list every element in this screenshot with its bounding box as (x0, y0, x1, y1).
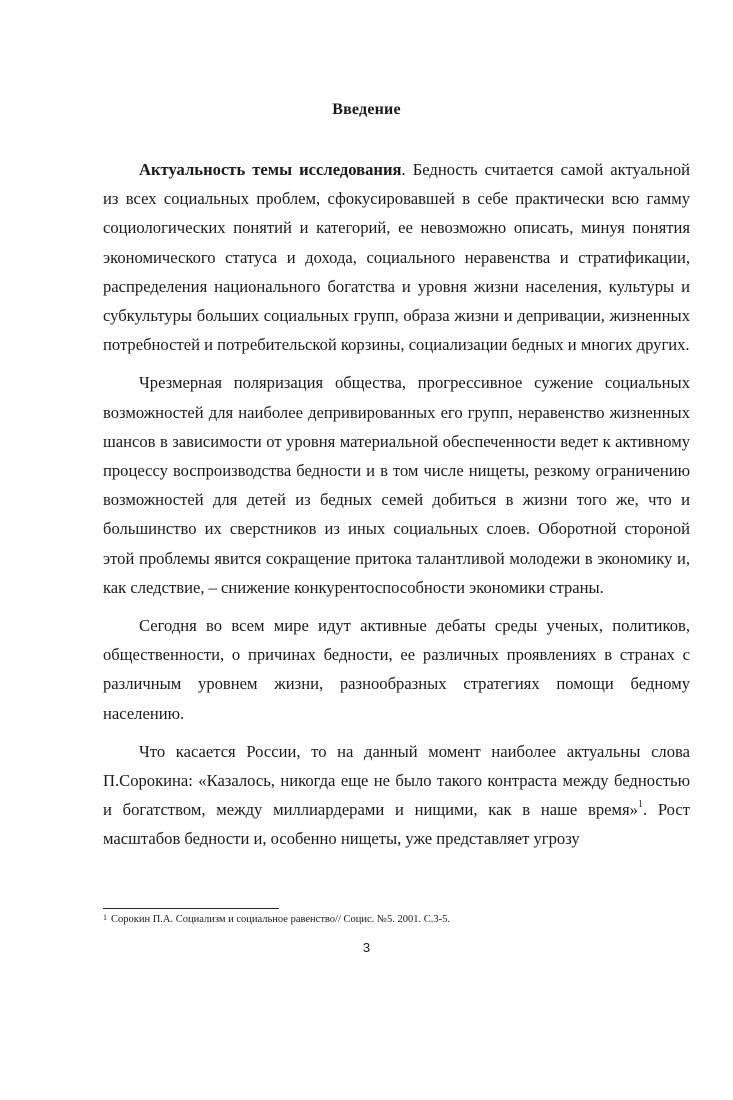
paragraph-4-text-after-ref: . Рост масштабов бедности и, особенно нищеты, уже представляет угрозу (103, 800, 690, 849)
footnote-marker: 1 (103, 913, 107, 922)
paragraph-1-text: . Бедность считается самой актуальной из всех социальных проблем, сфокусировавшей в себе практически всю гамму социологических понятий и категорий, ее невозможно описать, минуя понятия экономического статуса и дохода, социального неравенства и стратификации, распределения национального богатства и уровня жизни населения, культуры и субкультуры больших социальных групп, образа жизни и депривации, жизненных потребностей и потребительской корзины, социализации бедных и многих других. (103, 160, 690, 355)
paragraph-4 (103, 737, 690, 854)
footnote-divider (103, 908, 279, 909)
footnote-reference: 1 (637, 799, 643, 811)
footnote (103, 913, 450, 927)
body-text (103, 155, 690, 854)
paragraph-2: Чрезмерная поляризация общества, прогрессивное сужение социальных возможностей для наиболее депривированных его групп, неравенство жизненных шансов в зависимости от уровня материальной обеспеченности ведет к активному процессу воспроизводства бедности и в том числе нищеты, резкому ограничению возможностей для детей из бедных семей добиться в жизни того же, что и большинство их сверстников из иных социальных слоев. Оборотной стороной этой проблемы явится сокращение притока талантливой молодежи в экономику и, как следствие, – снижение конкурентоспособности экономики страны. (103, 373, 690, 597)
footnote-text: Сорокин П.А. Социализм и социальное равенство// Социс. №5. 2001. С.3-5. (111, 914, 450, 925)
paragraph-4-text-before-ref: Что касается России, то на данный момент наиболее актуальны слова П.Сорокина: «Казалось, никогда еще не было такого контраста между бедностью и богатством, между миллиардерами и нищими, как в наше время» (103, 741, 690, 820)
paragraph-1 (103, 155, 690, 359)
lead-heading: Актуальность темы исследования (139, 160, 402, 179)
page-number: 3 (362, 940, 371, 955)
page-title: Введение (332, 101, 401, 118)
paragraph-3: Сегодня во всем мире идут активные дебаты среды ученых, политиков, общественности, о причинах бедности, ее различных проявлениях в странах с различным уровнем жизни, разнообразных стратегиях помощи бедному населению. (103, 616, 690, 723)
